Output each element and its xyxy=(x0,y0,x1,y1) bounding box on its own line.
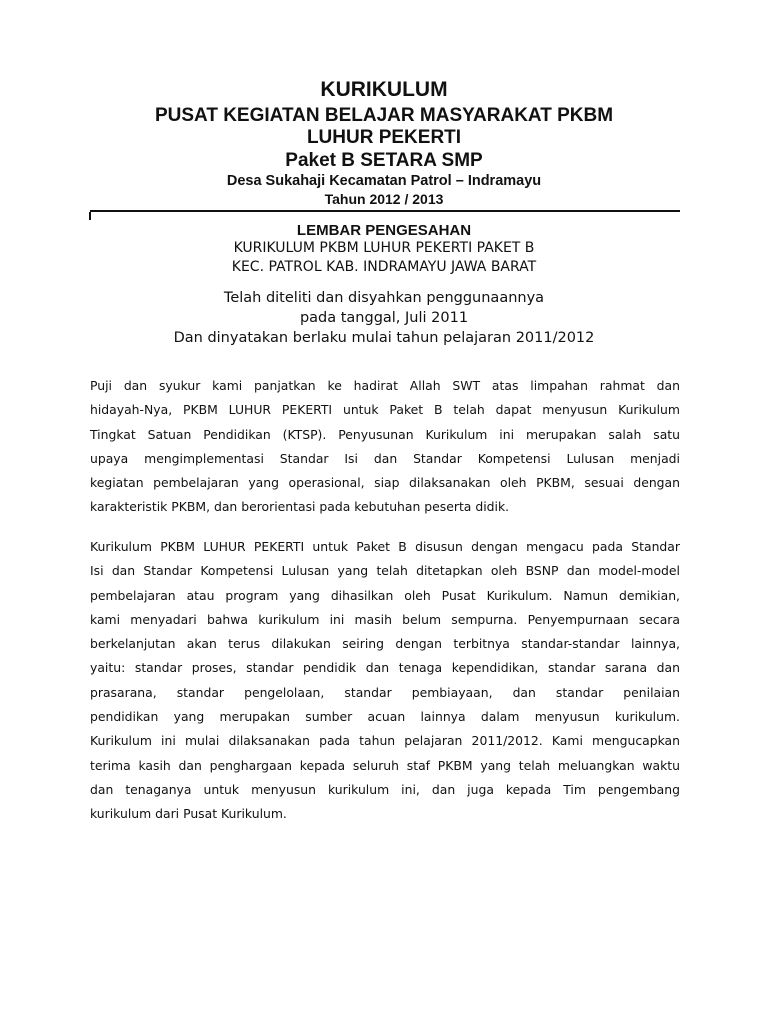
paragraph-line: yaitu: standar proses, standar pendidik dan tenaga kependidikan, standar sarana dan xyxy=(90,660,680,676)
paragraph-line: kami menyadari bahwa kurikulum ini masih belum sempurna. Penyempurnaan secara xyxy=(90,611,680,627)
paragraph-line: prasarana, standar pengelolaan, standar pembiayaan, dan standar penilaian xyxy=(90,684,680,700)
paragraph-line: Tingkat Satuan Pendidikan (KTSP). Penyusunan Kurikulum ini merupakan salah satu xyxy=(90,426,680,442)
verification-line2: pada tanggal, Juli 2011 xyxy=(299,310,469,326)
verification-line1: Telah diteliti dan disyahkan penggunaannya xyxy=(223,290,545,306)
paragraph-line: dan tenaganya untuk menyusun kurikulum ini, dan juga kepada Tim pengembang xyxy=(90,781,680,797)
paragraph-line: upaya mengimplementasi Standar Isi dan Standar Kompetensi Lulusan menjadi xyxy=(90,450,680,466)
header-divider xyxy=(90,210,680,212)
approval-subtitle-line2: KEC. PATROL KAB. INDRAMAYU JAWA BARAT xyxy=(231,259,537,275)
paragraph-line: pendidikan yang merupakan sumber acuan lainnya dalam menyusun kurikulum. xyxy=(90,709,680,725)
divider-tick-mark xyxy=(89,212,91,220)
paragraph-intro xyxy=(90,374,680,520)
approval-heading: LEMBAR PENGESAHAN xyxy=(296,222,472,239)
paragraph-line: kegiatan pembelajaran yang operasional, siap dilaksanakan oleh PKBM, sesuai dengan xyxy=(90,475,680,491)
paragraph-line: terima kasih dan penghargaan kepada seluruh staf PKBM yang telah meluangkan waktu xyxy=(90,757,680,773)
paragraph-line: Kurikulum PKBM LUHUR PEKERTI untuk Paket B disusun dengan mengacu pada Standar xyxy=(90,539,680,554)
verification-line3: Dan dinyatakan berlaku mulai tahun pelajaran 2011/2012 xyxy=(173,330,595,346)
paragraph-line: Isi dan Standar Kompetensi Lulusan yang telah ditetapkan oleh BSNP dan model-model xyxy=(90,563,680,579)
program-name: Paket B SETARA SMP xyxy=(285,150,483,171)
paragraph-line: pembelajaran atau program yang dihasilkan oleh Pusat Kurikulum. Namun demikian, xyxy=(90,587,680,603)
organization-name-line1: PUSAT KEGIATAN BELAJAR MASYARAKAT PKBM xyxy=(154,105,614,126)
paragraph-line: kurikulum dari Pusat Kurikulum. xyxy=(90,806,287,822)
paragraph-line: hidayah-Nya, PKBM LUHUR PEKERTI untuk Paket B telah dapat menyusun Kurikulum xyxy=(90,402,680,418)
location: Desa Sukahaji Kecamatan Patrol – Indramayu xyxy=(226,173,542,189)
paragraph-line: Kurikulum ini mulai dilaksanakan pada tahun pelajaran 2011/2012. Kami mengucapkan xyxy=(90,733,680,749)
academic-year: Tahun 2012 / 2013 xyxy=(324,191,444,207)
paragraph-body xyxy=(90,535,680,827)
paragraph-line: Puji dan syukur kami panjatkan ke hadirat Allah SWT atas limpahan rahmat dan xyxy=(90,378,680,393)
paragraph-line: karakteristik PKBM, dan berorientasi pada kebutuhan peserta didik. xyxy=(90,499,510,515)
document-title: KURIKULUM xyxy=(320,78,448,101)
organization-name-line2: LUHUR PEKERTI xyxy=(306,127,462,148)
paragraph-line: berkelanjutan akan terus dilakukan seiring dengan terbitnya standar-standar lainnya, xyxy=(90,636,680,652)
approval-subtitle-line1: KURIKULUM PKBM LUHUR PEKERTI PAKET B xyxy=(233,240,535,256)
